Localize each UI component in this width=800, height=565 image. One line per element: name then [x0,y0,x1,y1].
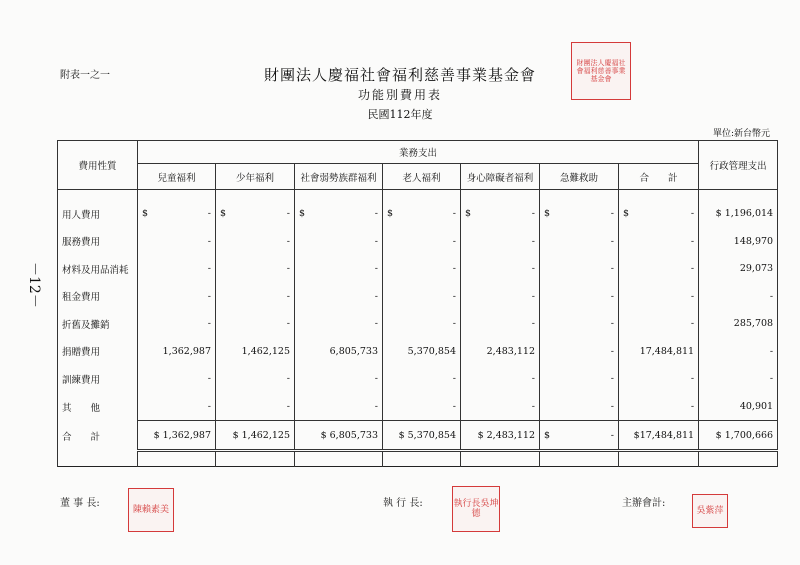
row-label: 用人費用 [58,200,138,228]
table-row [58,393,778,421]
amount-cell: - [216,365,295,393]
amount-cell: - [619,228,699,256]
amount-value: - [452,208,456,220]
amount-cell: - [461,310,540,338]
col-header: 社會弱勢族群福利 [295,164,383,190]
amount-cell: - [619,255,699,283]
currency-unit: 單位:新台幣元 [712,129,770,139]
amount-cell: 40,901 [699,393,778,421]
appendix-label: 附表一之一 [60,70,110,81]
amount-cell: $ 2,483,112 [461,421,540,451]
amount-cell: $ 6,805,733 [295,421,383,451]
amount-cell: - [461,255,540,283]
amount-cell [540,421,619,451]
amount-cell: $ 5,370,854 [383,421,461,451]
amount-cell: - [295,228,383,256]
ceo-label: 執 行 長: [383,498,423,509]
col-header: 急難救助 [540,164,619,190]
accountant-seal-stamp: 吳紫萍 [692,494,728,528]
amount-cell: 285,708 [699,310,778,338]
table-row [58,228,778,256]
fiscal-year: 民國112年度 [367,108,433,121]
amount-cell: - [540,255,619,283]
amount-cell [540,200,619,228]
amount-cell: - [138,365,216,393]
amount-cell: - [295,255,383,283]
amount-cell: - [461,393,540,421]
amount-cell: - [540,283,619,311]
total-label: 合 計 [58,421,138,451]
amount-cell: - [216,310,295,338]
amount-value: - [690,208,695,220]
amount-cell [461,200,540,228]
expense-table [57,140,778,467]
currency-symbol: $ [220,208,227,220]
amount-cell: - [216,228,295,256]
col-header: 老人福利 [383,164,461,190]
table-row [58,283,778,311]
table-row [58,255,778,283]
amount-cell: - [540,310,619,338]
amount-cell: $17,484,811 [619,421,699,451]
ceo-seal-stamp: 執行長吳坤德 [452,486,500,532]
amount-cell: - [138,310,216,338]
chairman-seal-stamp: 陳賴素美 [128,488,174,532]
row-label: 其 他 [58,393,138,421]
amount-cell [138,200,216,228]
amount-cell: 6,805,733 [295,338,383,366]
amount-cell: - [540,393,619,421]
amount-cell: - [699,365,778,393]
amount-cell: - [383,283,461,311]
currency-symbol: $ [465,208,472,220]
amount-cell: - [295,393,383,421]
amount-cell: - [383,393,461,421]
table-row [58,365,778,393]
amount-cell: - [699,283,778,311]
total-row [58,421,778,451]
amount-cell: $ 1,196,014 [699,200,778,228]
amount-cell: $ 1,362,987 [138,421,216,451]
amount-cell: - [699,338,778,366]
amount-value: - [374,208,378,220]
page-number: －12－ [26,262,42,308]
amount-cell: - [138,255,216,283]
col-header-nature: 費用性質 [58,141,138,190]
table-row [58,338,778,366]
amount-cell: 1,362,987 [138,338,216,366]
amount-cell: 1,462,125 [216,338,295,366]
amount-cell [295,200,383,228]
amount-value: - [286,208,290,220]
col-header: 少年福利 [216,164,295,190]
row-label: 租金費用 [58,283,138,311]
amount-cell: $ 1,462,125 [216,421,295,451]
amount-value: - [610,208,614,220]
amount-cell: - [540,365,619,393]
amount-cell: - [216,255,295,283]
amount-cell: - [619,365,699,393]
amount-cell: - [138,393,216,421]
amount-cell: - [295,365,383,393]
amount-cell [619,200,699,228]
amount-cell: - [540,228,619,256]
group-header-business: 業務支出 [138,141,699,164]
amount-cell: - [295,283,383,311]
amount-value: - [610,429,614,441]
amount-value: - [531,208,535,220]
chairman-label: 董 事 長: [60,498,100,509]
amount-cell: - [383,228,461,256]
currency-symbol: $ [623,208,630,220]
amount-cell [216,200,295,228]
amount-cell: 148,970 [699,228,778,256]
amount-cell: 5,370,854 [383,338,461,366]
amount-cell: - [619,283,699,311]
amount-cell: - [383,255,461,283]
currency-symbol: $ [544,429,551,441]
row-label: 服務費用 [58,228,138,256]
currency-symbol: $ [299,208,306,220]
amount-cell: - [216,393,295,421]
amount-cell: - [540,338,619,366]
amount-cell: $ 1,700,666 [699,421,778,451]
row-label: 訓練費用 [58,365,138,393]
table-row [58,200,778,228]
col-header-admin: 行政管理支出 [699,141,778,190]
amount-cell: - [619,310,699,338]
document-title: 財團法人慶福社會福利慈善事業基金會 [263,66,536,84]
col-header: 兒童福利 [138,164,216,190]
amount-cell: - [383,365,461,393]
amount-cell: 29,073 [699,255,778,283]
amount-cell: 2,483,112 [461,338,540,366]
amount-cell: - [138,283,216,311]
amount-cell: - [295,310,383,338]
accountant-label: 主辦會計: [622,498,666,509]
currency-symbol: $ [544,208,551,220]
amount-cell: - [619,393,699,421]
amount-cell: 17,484,811 [619,338,699,366]
amount-cell [383,200,461,228]
amount-cell: - [138,228,216,256]
amount-value: - [207,208,211,220]
currency-symbol: $ [387,208,394,220]
amount-cell: - [461,228,540,256]
row-label: 折舊及攤銷 [58,310,138,338]
foundation-seal-stamp: 財團法人慶福社會福利慈善事業基金會 [571,42,631,100]
amount-cell: - [383,310,461,338]
amount-cell: - [461,283,540,311]
document-subtitle: 功能別費用表 [357,88,442,102]
col-header: 身心障礙者福利 [461,164,540,190]
amount-cell: - [461,365,540,393]
amount-cell: - [216,283,295,311]
table-row [58,310,778,338]
col-header: 合 計 [619,164,699,190]
row-label: 捐贈費用 [58,338,138,366]
currency-symbol: $ [142,208,149,220]
row-label: 材料及用品消耗 [58,255,138,283]
